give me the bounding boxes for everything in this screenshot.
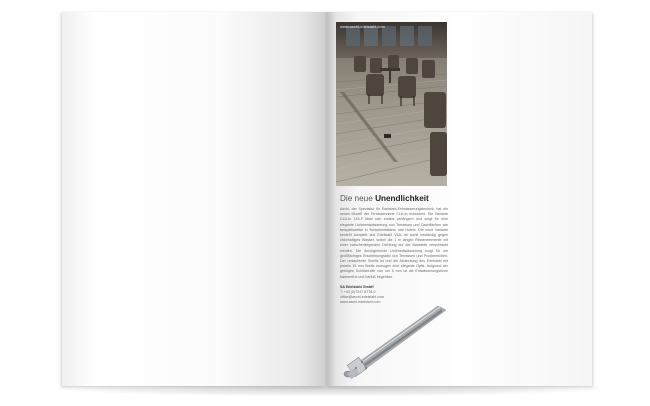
article-headline <box>340 194 448 204</box>
contact-email: office@aschl-edelstahl.com <box>340 294 384 299</box>
headline-light: Die neue <box>340 194 376 203</box>
article-body: Aschl, der Spezialist für Edelstahl-Entwässerungstechnik, hat ein neues Modell der Terrassenrinne CLA-In entwickelt. Die Variante CLA-In 145-F lässt sich endlos verlängern und sorgt für eine elegante Linienentwässerung von Terrassen und Dachflächen wie beispielsweise in Schwimmbädern und Hotels. Die neue Variante besteht komplett aus Edelstahl V4A, ist somit beständig gegen chlorhaltiges Wasser, wobei die 1 m langen Rinnenelemente mit einer zwischenliegenden Dichtung auf der Baustelle verschraubt werden. Die durchgehende Linienentwässerung sorgt für ein großflächiges Erscheinungsbild von Terrassen und Poolbereichen. Der umlaufende Schlitz ist und die Abdeckung aus Edelstahl mit jeweils 15 mm Breite erzeugen eine elegante Optik. Aufgrund der geringen Schlitzbreite von nur 5 mm ist die Entwässerungsrinne barrierefrei und barfuß begehbar. <box>340 207 448 279</box>
photo-url: www.aschl-edelstahl.com <box>340 24 385 29</box>
headline-bold: Unendlichkeit <box>375 194 429 203</box>
contact-phone: T: +43 (0)7247 8778-0 <box>340 289 376 294</box>
drain-channel-product-image <box>338 298 456 382</box>
left-page-blank <box>62 12 326 386</box>
right-page <box>326 12 592 386</box>
contact-company: SA Edelstahl GmbH <box>340 284 374 289</box>
open-magazine <box>62 12 592 386</box>
contact-web: www.aschl-edelstahl.com <box>340 299 381 304</box>
terrace-photo-image <box>336 22 447 186</box>
article <box>340 194 448 305</box>
drain-channel-illustration <box>338 298 456 382</box>
terrace-photo <box>336 22 447 186</box>
